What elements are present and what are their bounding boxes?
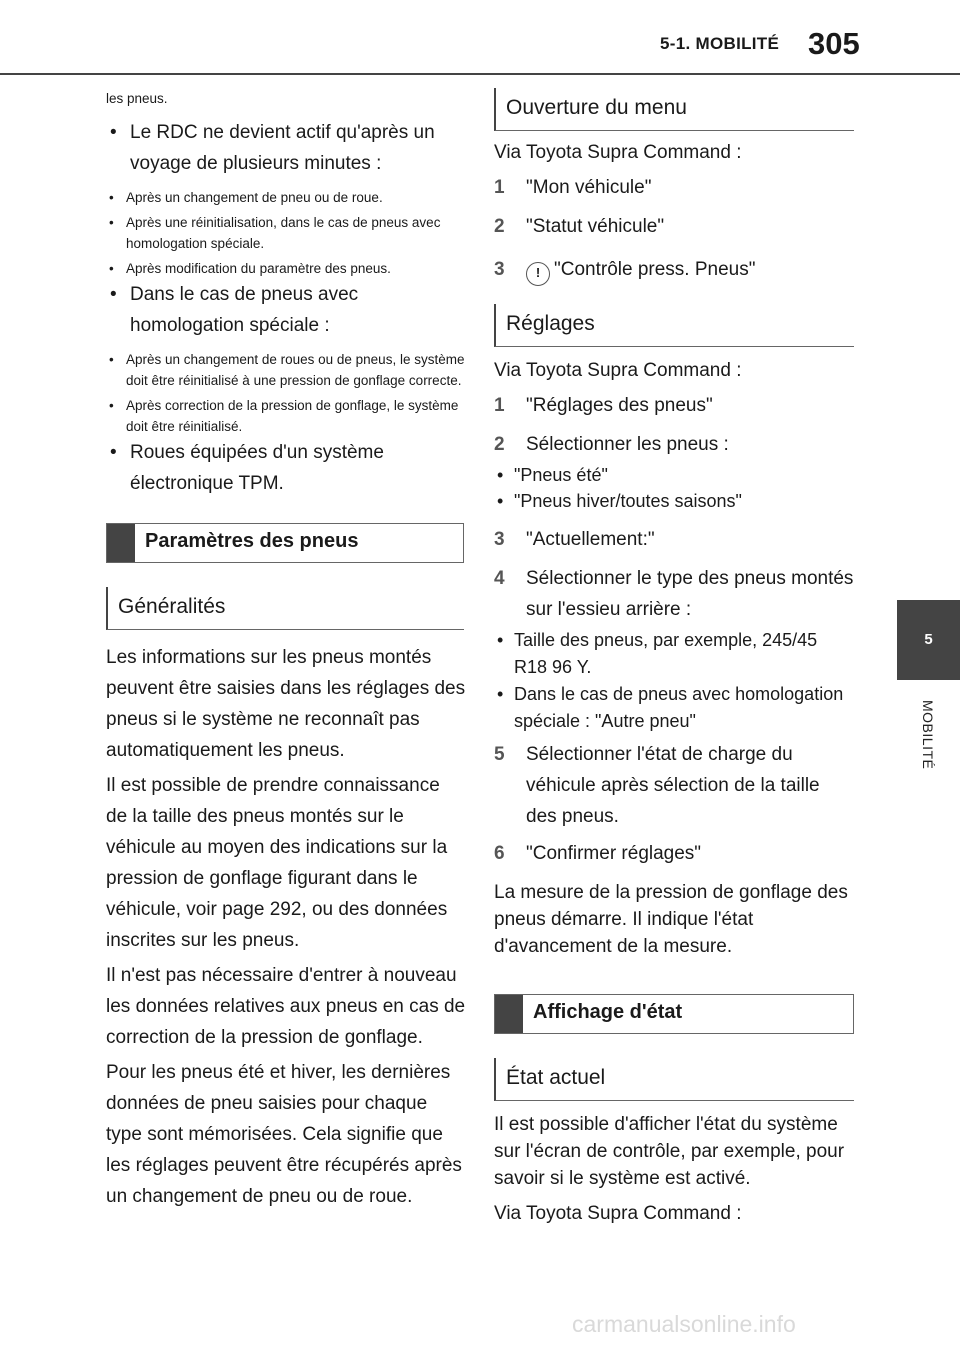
sub-bullet: • Après un changement de pneu ou de roue. [106,187,466,208]
paragraph: La mesure de la pression de gonflage des pneus démarre. Il indique l'état d'avancement de la mesure. [494,882,848,957]
sub-bullet: • Après une réinitialisation, dans le cas de pneus avec homologation spéciale. [106,212,466,254]
heading-block [107,524,135,562]
menu-step: 3 ! "Contrôle press. Pneus" [494,254,854,286]
bullet-homologation: • Dans le cas de pneus avec homologation spéciale : [106,279,466,341]
section-heading-affichage: Affichage d'état [494,994,854,1034]
settings-step: 5 Sélectionner l'état de charge du véhicule après sélection de la taille des pneus. [494,744,820,827]
paragraph: Pour les pneus été et hiver, les dernières données de pneu saisies pour chaque type sont mémorisées. Cela signifie que les réglages peuvent être récupérés après un changement de pneu ou de roue. [106,1062,462,1207]
section-title: 5-1. MOBILITÉ [660,34,780,53]
menu-step: 1 "Mon véhicule" [494,177,652,198]
settings-step: 3 "Actuellement:" [494,529,655,550]
option-item: • Dans le cas de pneus avec homologation spéciale : "Autre pneu" [494,681,854,735]
bullet-tpm: • Roues équipées d'un système électronique TPM. [106,437,466,499]
menu-step: 2 "Statut véhicule" [494,216,665,237]
paragraph: Il est possible de prendre connaissance de la taille des pneus montés sur le véhicule au moyen des indications sur la pression de gonflage figurant dans le véhicule, voir page 292, ou des données inscrites sur les pneus. [106,775,448,951]
chapter-tab-label: MOBILITÉ [920,700,936,770]
settings-step: 2 Sélectionner les pneus : [494,434,729,455]
settings-step: 4 Sélectionner le type des pneus montés sur l'essieu arrière : [494,568,854,620]
via-command: Via Toyota Supra Command : [494,1203,742,1224]
settings-step: 6 "Confirmer réglages" [494,843,702,864]
paragraph: Les informations sur les pneus montés peuvent être saisies dans les réglages des pneus si le système ne reconnaît pas automatiquement les pneus. [106,647,466,761]
bullet-rdc: • Le RDC ne devient actif qu'après un voyage de plusieurs minutes : [106,117,466,179]
sub-heading-etat-actuel: État actuel [494,1058,854,1101]
heading-block [495,995,523,1033]
right-column [494,88,854,1229]
settings-step: 1 "Réglages des pneus" [494,395,713,416]
page-number: 305 [808,26,860,61]
option-item: • "Pneus été" [494,462,854,488]
left-column [106,88,466,1212]
option-item: • Taille des pneus, par exemple, 245/45 R18 96 Y. [494,627,854,681]
paragraph: Il est possible d'afficher l'état du système sur l'écran de contrôle, par exemple, pour savoir si le système est activé. [494,1114,845,1189]
header-divider [0,73,960,75]
sub-bullet: • Après correction de la pression de gonflage, le système doit être réinitialisé. [106,395,466,437]
paragraph: Il n'est pas nécessaire d'entrer à nouveau les données relatives aux pneus en cas de correction de la pression de gonflage. [106,965,466,1048]
via-command: Via Toyota Supra Command : [494,360,742,381]
intro-text: les pneus. [106,91,168,106]
sub-bullet: • Après modification du paramètre des pneus. [106,258,466,279]
watermark: carmanualsonline.info [572,1311,796,1337]
tire-warning-icon: ! [526,262,550,286]
option-item: • "Pneus hiver/toutes saisons" [494,488,854,514]
sub-bullet: • Après un changement de roues ou de pneus, le système doit être réinitialisé à une pression de gonflage correcte. [106,349,466,391]
sub-heading-reglages: Réglages [494,304,854,347]
sub-heading-ouverture-menu: Ouverture du menu [494,88,854,131]
via-command: Via Toyota Supra Command : [494,142,742,163]
sub-heading-generalites: Généralités [106,587,464,630]
section-heading-parametres: Paramètres des pneus [106,523,464,563]
chapter-tab[interactable]: 5 [897,600,960,680]
